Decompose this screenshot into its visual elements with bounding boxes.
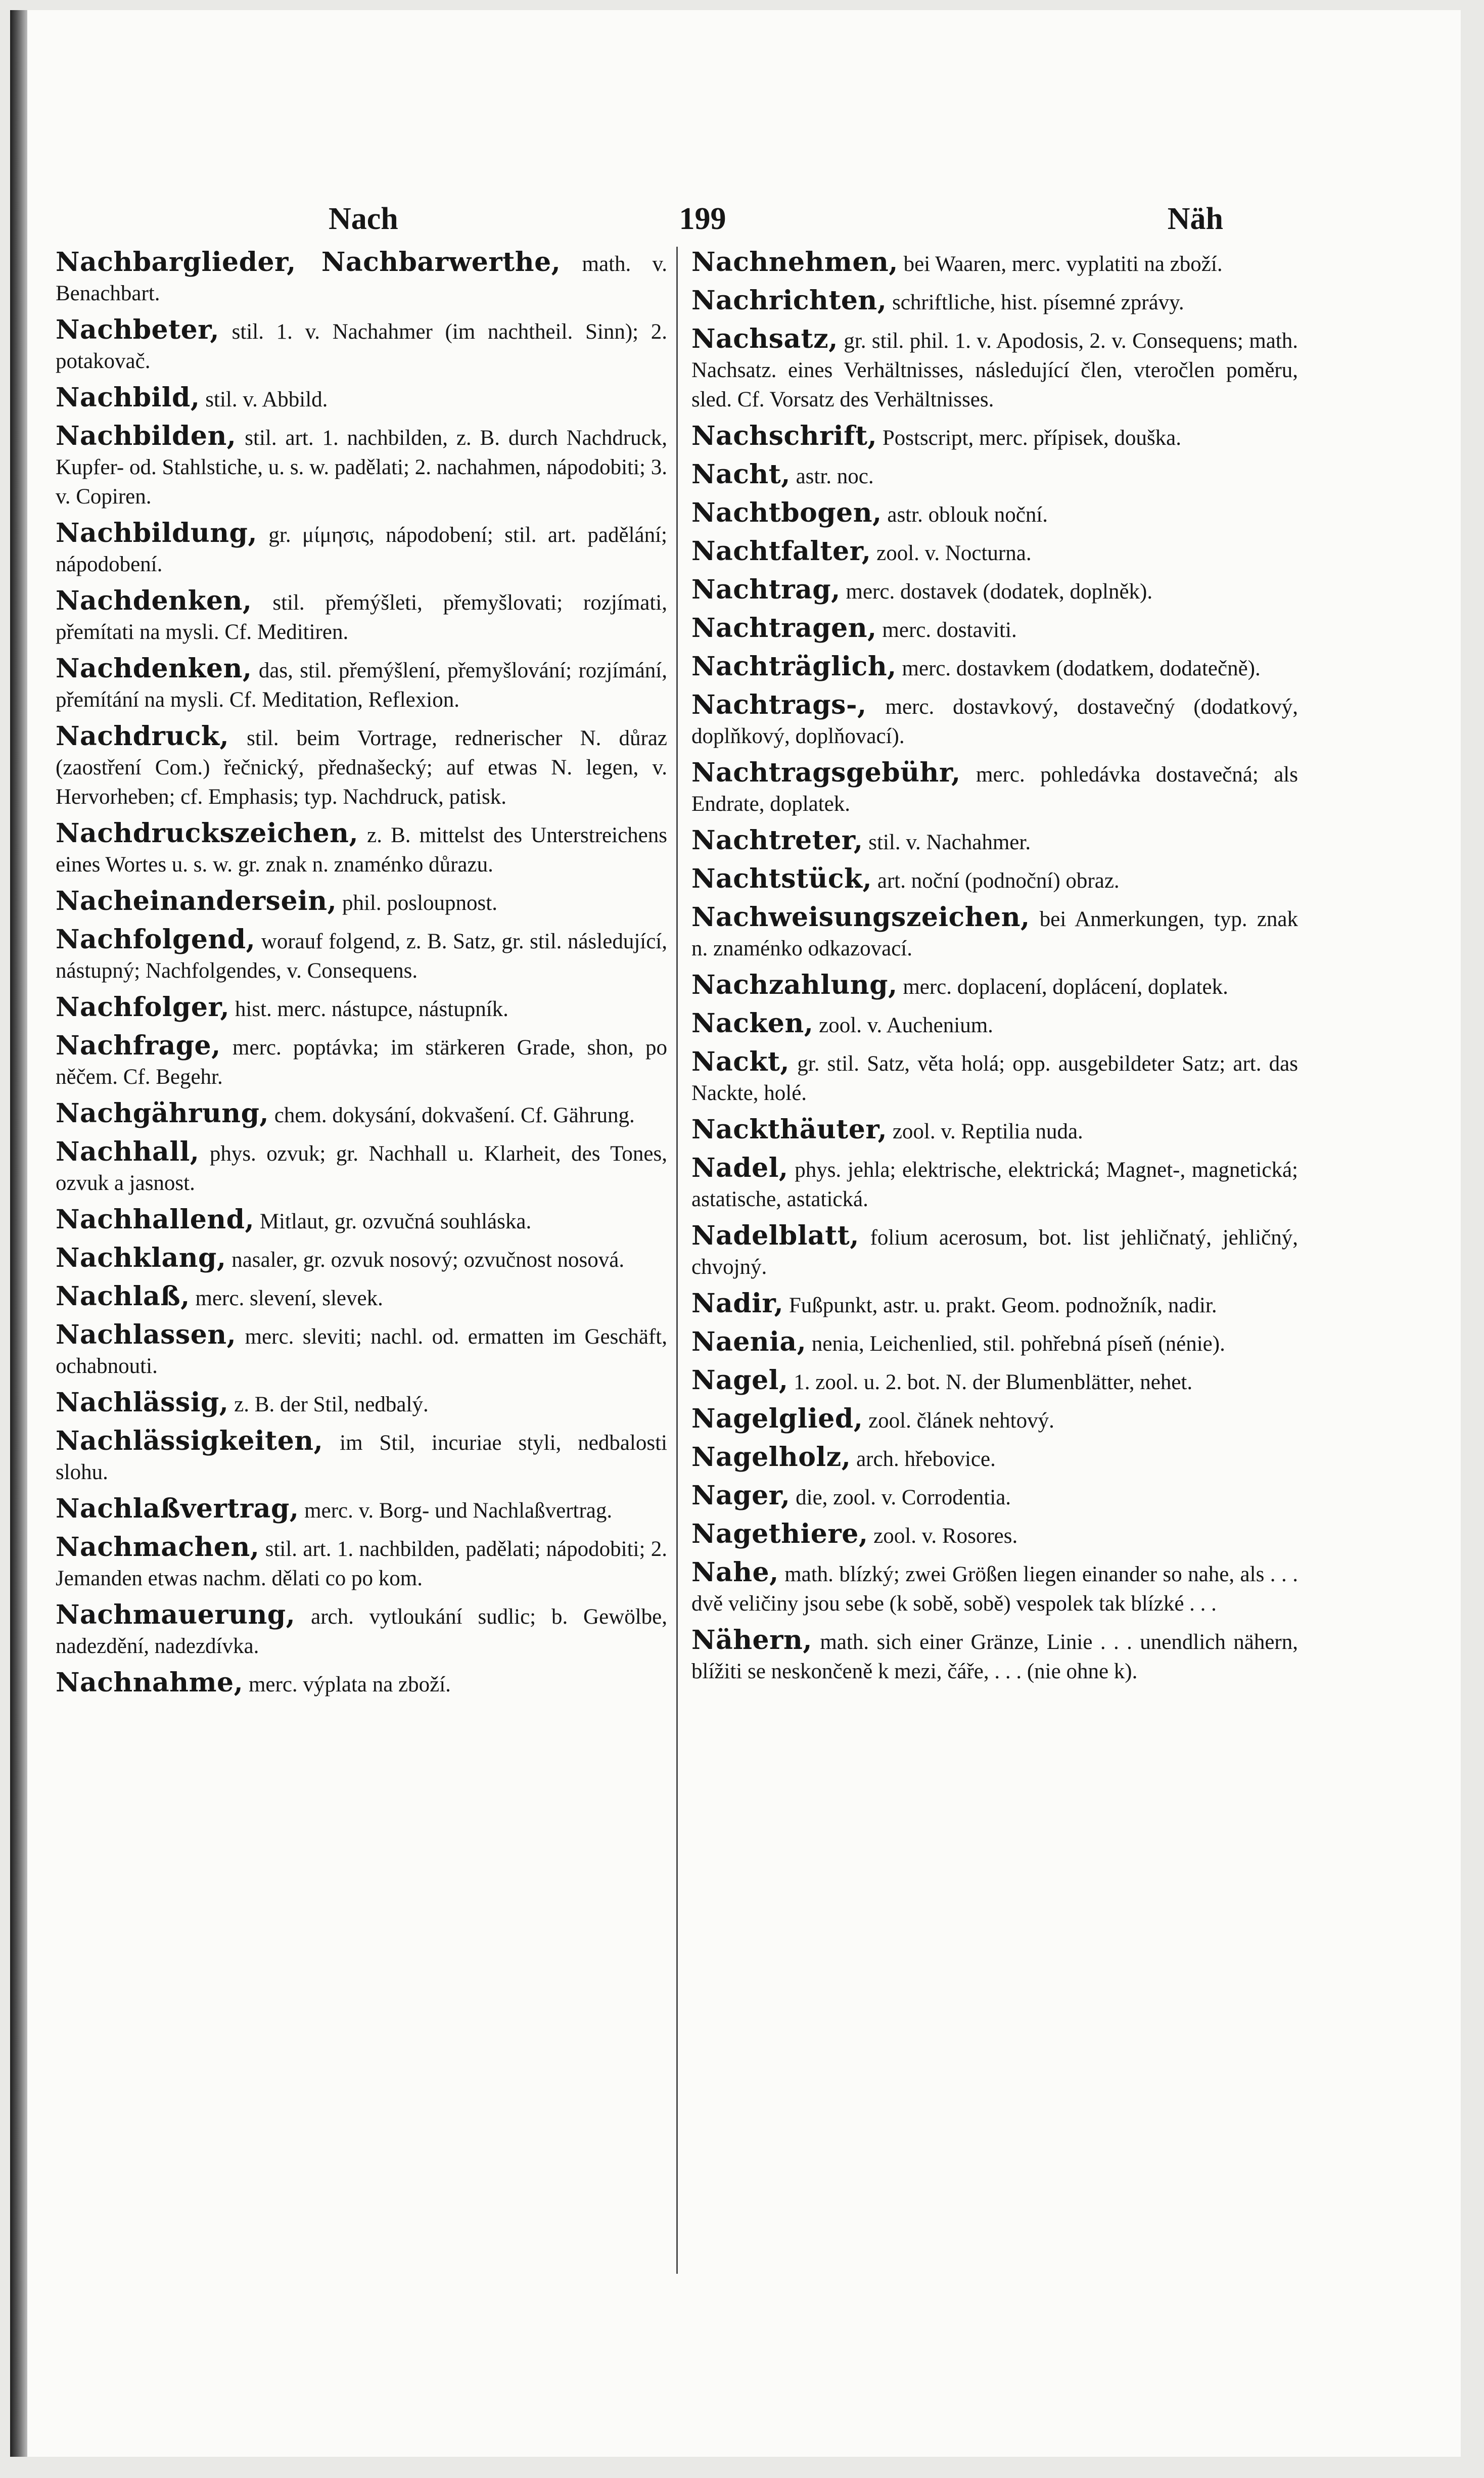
dictionary-entry (691, 325, 1298, 415)
entry-definition: stil. v. Abbild. (205, 388, 328, 411)
dictionary-entry (691, 1047, 1298, 1108)
dictionary-entry (691, 248, 1298, 279)
entry-definition: chem. dokysání, dokvašení. Cf. Gährung. (274, 1104, 635, 1127)
entry-headword: Naenia, (691, 1326, 807, 1357)
entry-headword: Nachtrags-, (691, 690, 867, 720)
dictionary-entry (691, 1221, 1298, 1282)
entry-definition: im Stil, incuriae styli, nedbalosti slohu. (56, 1431, 668, 1484)
entry-headword: Nagelholz, (691, 1442, 851, 1473)
dictionary-entry (691, 826, 1298, 857)
dictionary-entry (56, 1031, 667, 1092)
dictionary-entry (56, 722, 667, 812)
entry-definition: phys. ozvuk; gr. Nachhall u. Klarheit, des Tones, ozvuk a jasnost. (56, 1142, 667, 1195)
entry-headword: Nachfrage, (56, 1030, 221, 1061)
entry-definition: folium acerosum, bot. list jehličnatý, jehličný, chvojný. (691, 1226, 1298, 1279)
entry-headword: Nachlaß, (56, 1281, 190, 1312)
entry-headword: Nagelglied, (691, 1403, 863, 1434)
entry-definition: Mitlaut, gr. ozvučná souhláska. (259, 1210, 532, 1233)
dictionary-entry (691, 1558, 1298, 1619)
dictionary-entry (56, 819, 667, 880)
book-gutter (10, 10, 27, 2457)
dictionary-entry (56, 925, 667, 986)
entry-headword: Nagel, (691, 1365, 789, 1396)
entry-headword: Nachhall, (56, 1136, 200, 1167)
entry-definition: gr. stil. phil. 1. v. Apodosis, 2. v. Consequens; math. Nachsatz. eines Verhältnisses, následující člen, vteročlen poměru, sled. Cf. Vorsatz des Verhältnisses. (691, 329, 1298, 411)
dictionary-entry (691, 971, 1298, 1002)
entry-definition: merc. poptávka; im stärkeren Grade, shon, po něčem. Cf. Begehr. (56, 1036, 667, 1089)
entry-headword: Nachsatz, (691, 324, 838, 354)
dictionary-entry (56, 1533, 667, 1593)
entry-headword: Nachzahlung, (691, 970, 898, 1000)
entry-definition: stil. art. 1. nachbilden, padělati; nápodobiti; 2. Jemanden etwas nachm. dělati co po kom. (56, 1537, 667, 1590)
dictionary-entry (691, 1626, 1298, 1686)
dictionary-entry (691, 537, 1298, 568)
entry-headword: Nachfolgend, (56, 924, 256, 955)
dictionary-entry (691, 1289, 1298, 1320)
dictionary-entry (691, 575, 1298, 607)
entry-definition: stil. 1. v. Nachahmer (im nachtheil. Sinn); 2. potakovač. (56, 320, 668, 373)
entry-headword: Nachdenken, (56, 653, 252, 684)
column-divider (676, 247, 678, 2274)
dictionary-entry (691, 1327, 1298, 1359)
entry-headword: Nachtstück, (691, 863, 872, 894)
entry-definition: hist. merc. nástupce, nástupník. (235, 997, 508, 1021)
dictionary-entry (56, 1494, 667, 1526)
entry-headword: Nachhallend, (56, 1204, 255, 1235)
entry-definition: Fußpunkt, astr. u. prakt. Geom. podnožník, nadir. (789, 1294, 1217, 1317)
entry-headword: Nachschrift, (691, 421, 877, 451)
dictionary-entry (691, 691, 1298, 751)
dictionary-entry (691, 614, 1298, 645)
entry-headword: Nachtragen, (691, 613, 877, 644)
entry-definition: stil. beim Vortrage, rednerischer N. důraz (zaostření Com.) řečnický, přednašecký; auf etwas N. legen, v. Hervorheben; cf. Emphasis; typ. Nachdruck, patisk. (56, 726, 667, 809)
entry-definition: merc. doplacení, doplácení, doplatek. (903, 975, 1228, 999)
dictionary-entry (56, 1205, 667, 1236)
entry-headword: Nachlässig, (56, 1387, 229, 1418)
entry-definition: stil. art. 1. nachbilden, z. B. durch Nachdruck, Kupfer- od. Stahlstiche, u. s. w. padělati; 2. nachahmen, nápodobiti; 3. v. Copiren. (56, 426, 667, 509)
entry-headword: Nachtrag, (691, 574, 841, 605)
entry-headword: Nachmauerung, (56, 1599, 296, 1630)
entry-headword: Nachrichten, (691, 285, 887, 316)
entry-definition: math. blízký; zwei Größen liegen einander so nahe, als . . . dvě veličiny jsou sebe (k sobě, sobě) vespolek tak blízké . . . (691, 1563, 1298, 1616)
entry-headword: Nachnahme, (56, 1667, 244, 1698)
entry-headword: Nachtfalter, (691, 536, 871, 567)
entry-headword: Nackthäuter, (691, 1114, 888, 1145)
entry-definition: merc. sleviti; nachl. od. ermatten im Geschäft, ochabnouti. (56, 1325, 668, 1378)
header-right-keyword: Näh (1167, 202, 1223, 236)
entry-headword: Nachmachen, (56, 1532, 260, 1563)
dictionary-entry (56, 1668, 667, 1700)
entry-headword: Nackt, (691, 1046, 790, 1077)
entry-definition: merc. pohledávka dostavečná; als Endrate, doplatek. (691, 763, 1298, 816)
entry-definition: merc. v. Borg- und Nachlaßvertrag. (304, 1499, 613, 1523)
dictionary-entry (56, 519, 667, 579)
entry-headword: Nachbild, (56, 382, 200, 413)
entry-definition: arch. vytloukání sudlic; b. Gewölbe, nadezdění, nadezdívka. (56, 1605, 667, 1658)
entry-definition: z. B. der Stil, nedbalý. (234, 1393, 429, 1416)
entry-headword: Nager, (691, 1480, 791, 1511)
entry-headword: Nacht, (691, 459, 791, 490)
entry-headword: Nachdruckszeichen, (56, 818, 359, 849)
entry-headword: Nachtragsgebühr, (691, 757, 961, 788)
entry-headword: Nachweisungszeichen, (691, 902, 1030, 933)
entry-definition: gr. μίμησις, nápodobení; stil. art. padělání; nápodobení. (56, 523, 667, 576)
entry-headword: Nacken, (691, 1008, 814, 1039)
entry-headword: Nachtreter, (691, 825, 863, 856)
dictionary-entry (56, 422, 667, 512)
dictionary-entry (691, 1404, 1298, 1436)
entry-headword: Nachlässigkeiten, (56, 1426, 323, 1456)
dictionary-entry (691, 1366, 1298, 1397)
dictionary-entry (56, 1282, 667, 1313)
entry-definition: phys. jehla; elektrische, elektrická; Magnet-, magnetická; astatische, astatická. (691, 1158, 1298, 1211)
dictionary-entry (691, 758, 1298, 819)
dictionary-entry (691, 864, 1298, 896)
entry-headword: Nachtbogen, (691, 497, 882, 528)
dictionary-entry (691, 422, 1298, 453)
entry-headword: Nachbilden, (56, 421, 237, 451)
entry-definition: zool. v. Auchenium. (819, 1014, 993, 1037)
entry-definition: stil. přemýšleti, přemyšlovati; rozjímati, přemítati na mysli. Cf. Meditiren. (56, 591, 667, 644)
entry-definition: nenia, Leichenlied, stil. pohřebná píseň (nénie). (811, 1332, 1225, 1356)
entry-definition: zool. v. Nocturna. (876, 541, 1032, 565)
dictionary-entry (56, 586, 667, 647)
dictionary-entry (56, 1320, 667, 1381)
entry-definition: astr. noc. (796, 465, 874, 488)
entry-headword: Nachbeter, (56, 314, 219, 345)
entry-headword: Nahe, (691, 1557, 779, 1588)
entry-definition: zool. v. Rosores. (873, 1524, 1018, 1548)
dictionary-page (10, 10, 1461, 2457)
dictionary-entry (56, 315, 667, 376)
entry-definition: stil. v. Nachahmer. (868, 831, 1031, 854)
dictionary-entry (691, 286, 1298, 317)
entry-headword: Nadir, (691, 1288, 784, 1319)
entry-definition: bei Anmerkungen, typ. znak n. znaménko odkazovací. (691, 907, 1298, 960)
entry-headword: Nachdruck, (56, 721, 229, 752)
left-column (56, 248, 667, 1707)
dictionary-entry (56, 248, 667, 308)
entry-definition: astr. oblouk noční. (887, 503, 1048, 527)
entry-definition: zool. článek nehtový. (868, 1409, 1054, 1433)
entry-headword: Nachbarglieder, Nachbarwerthe, (56, 247, 561, 278)
entry-headword: Nachträglich, (691, 651, 897, 682)
dictionary-entry (56, 993, 667, 1024)
dictionary-entry (691, 903, 1298, 963)
entry-definition: Postscript, merc. přípisek, douška. (882, 426, 1182, 450)
entry-headword: Nachlassen, (56, 1319, 237, 1350)
dictionary-entry (56, 383, 667, 415)
entry-definition: worauf folgend, z. B. Satz, gr. stil. následující, nástupný; Nachfolgendes, v. Consequens. (56, 930, 668, 983)
entry-headword: Nacheinandersein, (56, 886, 337, 916)
entry-definition: art. noční (podnoční) obraz. (877, 869, 1120, 893)
entry-headword: Nagethiere, (691, 1519, 868, 1549)
entry-headword: Nachbildung, (56, 518, 257, 548)
dictionary-entry (691, 1481, 1298, 1512)
entry-definition: phil. posloupnost. (342, 891, 497, 915)
dictionary-entry (56, 1388, 667, 1419)
entry-headword: Nachgährung, (56, 1098, 269, 1129)
entry-definition: merc. dostavek (dodatek, doplněk). (846, 580, 1153, 604)
page-number: 199 (679, 202, 726, 236)
entry-definition: die, zool. v. Corrodentia. (796, 1486, 1011, 1509)
dictionary-entry (56, 1244, 667, 1275)
entry-definition: math. v. Benachbart. (56, 252, 667, 305)
entry-headword: Nachnehmen, (691, 247, 898, 278)
dictionary-entry (691, 498, 1298, 530)
entry-headword: Nachfolger, (56, 992, 230, 1023)
entry-definition: merc. dostavkový, dostavečný (dodatkový, doplňkový, doplňovací). (691, 695, 1298, 748)
entry-headword: Nachlaßvertrag, (56, 1493, 299, 1524)
entry-definition: z. B. mittelst des Unterstreichens eines Wortes u. s. w. gr. znak n. znaménko důrazu. (56, 823, 667, 877)
entry-definition: 1. zool. u. 2. bot. N. der Blumenblätter, nehet. (794, 1370, 1193, 1394)
dictionary-entry (691, 1009, 1298, 1040)
entry-definition: math. sich einer Gränze, Linie . . . unendlich nähern, blížiti se neskončeně k mezi, čáře, . . . (nie ohne k). (691, 1630, 1298, 1683)
entry-headword: Nadel, (691, 1153, 789, 1183)
entry-definition: schriftliche, hist. písemné zprávy. (892, 291, 1184, 314)
entry-definition: merc. dostavkem (dodatkem, dodatečně). (902, 657, 1261, 680)
dictionary-entry (56, 654, 667, 715)
dictionary-entry (56, 1137, 667, 1198)
dictionary-entry (691, 460, 1298, 491)
entry-headword: Nachdenken, (56, 585, 252, 616)
dictionary-entry (691, 1443, 1298, 1474)
dictionary-entry (56, 1600, 667, 1661)
page-header (329, 201, 1223, 242)
entry-definition: merc. dostaviti. (882, 618, 1017, 642)
entry-definition: bei Waaren, merc. vyplatiti na zboží. (903, 252, 1223, 276)
dictionary-entry (56, 1427, 667, 1487)
entry-headword: Nähern, (691, 1625, 812, 1656)
entry-definition: merc. výplata na zboží. (248, 1673, 451, 1696)
right-column (691, 248, 1298, 1693)
entry-definition: zool. v. Reptilia nuda. (892, 1120, 1083, 1143)
entry-definition: nasaler, gr. ozvuk nosový; ozvučnost nosová. (231, 1248, 625, 1272)
entry-definition: gr. stil. Satz, věta holá; opp. ausgebildeter Satz; art. das Nackte, holé. (691, 1052, 1298, 1105)
entry-headword: Nachklang, (56, 1243, 226, 1273)
entry-definition: merc. slevení, slevek. (195, 1287, 383, 1310)
dictionary-entry (56, 1099, 667, 1130)
dictionary-entry (56, 887, 667, 918)
dictionary-entry (691, 1520, 1298, 1551)
entry-headword: Nadelblatt, (691, 1220, 859, 1251)
dictionary-entry (691, 1115, 1298, 1146)
header-left-keyword: Nach (329, 202, 398, 236)
dictionary-entry (691, 652, 1298, 683)
dictionary-entry (691, 1154, 1298, 1214)
entry-definition: das, stil. přemýšlení, přemyšlování; rozjímání, přemítání na mysli. Cf. Meditation, Reflexion. (56, 659, 667, 712)
entry-definition: arch. hřebovice. (856, 1447, 996, 1471)
